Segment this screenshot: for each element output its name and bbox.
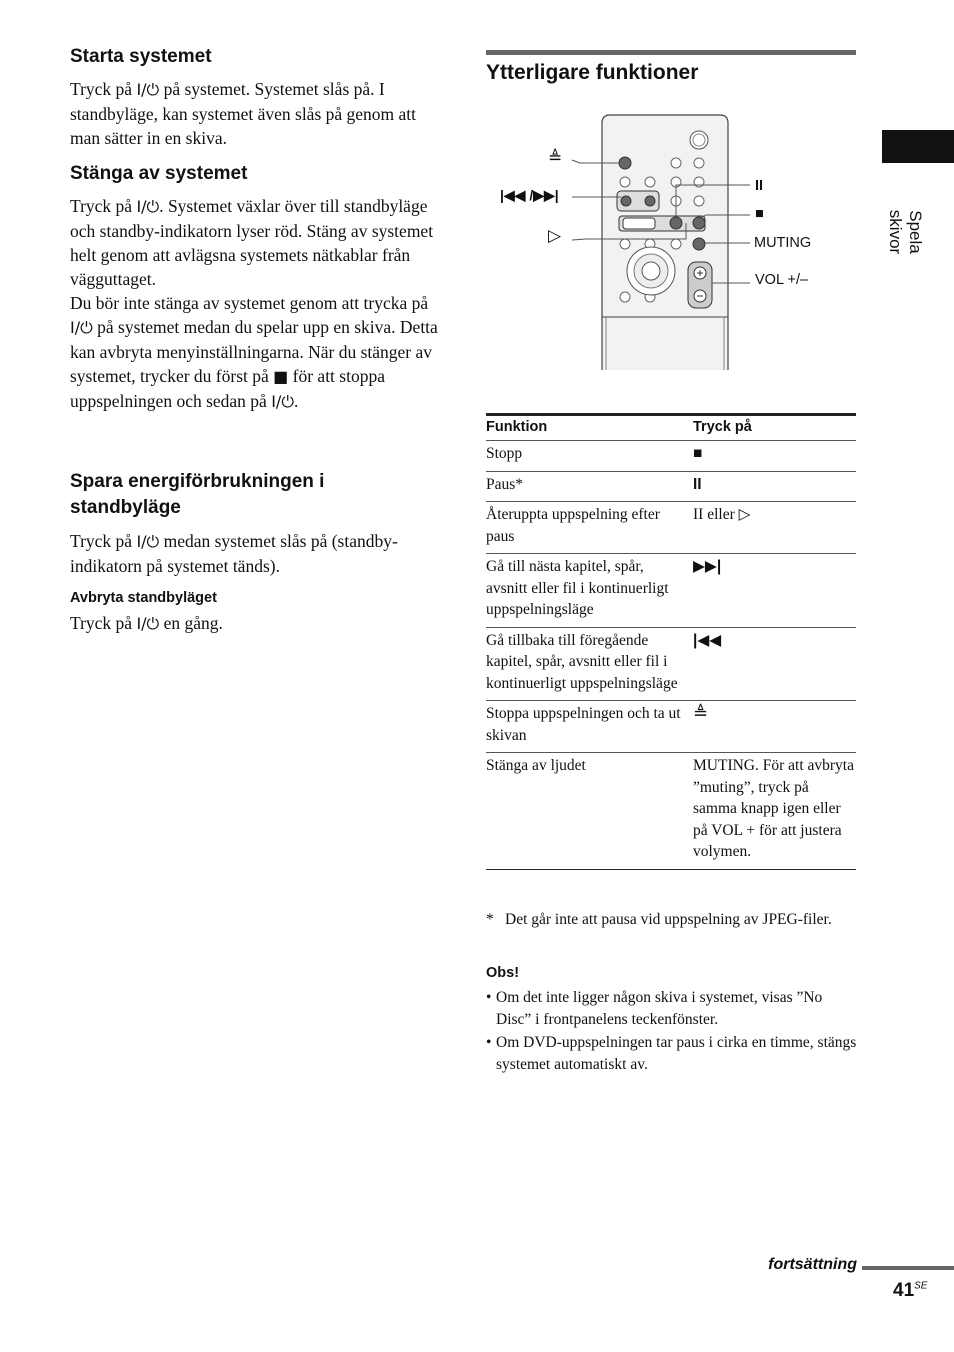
page-number — [893, 1280, 927, 1302]
text: på systemet. Systemet slås på. I standbyläge, kan systemet även slås på genom att man sätter in en skiva. — [70, 79, 417, 148]
text: Du bör inte stänga av systemet genom att trycka på — [70, 293, 429, 313]
heading-ytterligare: Ytterligare funktioner — [486, 61, 699, 84]
heading-stanga-av: Stänga av systemet — [70, 163, 248, 184]
eject-callout: ≜ — [548, 148, 563, 167]
text: . Systemet växlar över till standbyläge och standby-indikatorn lyser röd. Stäng av systemet helt genom att avlägsna systemets nätkablar från vägguttaget. — [70, 196, 434, 289]
cell-tryck: ≜ — [693, 701, 856, 753]
text: Tryck på — [70, 79, 133, 99]
paragraph-stanga — [70, 194, 442, 414]
paragraph-spara — [70, 529, 442, 578]
stop-icon: ■ — [273, 367, 289, 386]
section-top-rule — [486, 50, 856, 55]
cell-tryck: MUTING. För att avbryta ”muting”, tryck på samma knapp igen eller på VOL + för att justera volymen. — [693, 753, 856, 870]
text: Tryck på — [70, 196, 133, 216]
vol-callout: VOL +/– — [755, 272, 809, 288]
table-row — [486, 554, 856, 628]
skip-callout: |◀◀ /▶▶| — [500, 187, 559, 203]
obs-item: Om det inte ligger någon skiva i systemet, visas ”No Disc” i frontpanelens teckenfönster. — [496, 989, 823, 1028]
footnote: Det går inte att pausa vid uppspelning av JPEG-filer. — [505, 911, 832, 928]
function-table — [486, 413, 856, 870]
page-number-value: 41 — [893, 1280, 915, 1301]
text: . — [293, 391, 299, 411]
cell-funktion: Gå till nästa kapitel, spår, avsnitt eller fil i kontinuerligt uppspelningsläge — [486, 554, 693, 628]
cell-funktion: Stänga av ljudet — [486, 753, 693, 870]
table-row — [486, 502, 856, 554]
obs-heading: Obs! — [486, 965, 520, 981]
cell-funktion: Stoppa uppspelningen och ta ut skivan — [486, 701, 693, 753]
continued-label: fortsättning — [768, 1256, 857, 1273]
table-row — [486, 753, 856, 870]
cell-tryck: ▶▶| — [693, 554, 856, 628]
play-callout: ▷ — [548, 226, 562, 245]
cell-tryck: II eller ▷ — [693, 502, 856, 554]
text: på systemet medan du spelar upp en skiva. Detta kan avbryta menyinställningarna. När du stänger av systemet, trycker du först på — [70, 317, 438, 386]
cell-tryck: II — [693, 471, 856, 502]
cell-funktion: Paus* — [486, 471, 693, 502]
table-header-row — [486, 415, 856, 441]
text: medan systemet slås på (standby-indikatorn på systemet tänds). — [70, 531, 398, 576]
side-tab-marker — [882, 130, 954, 163]
power-icon: I/⏻ — [136, 614, 160, 633]
power-icon: I/⏻ — [136, 80, 160, 99]
cell-tryck: |◀◀ — [693, 627, 856, 701]
text: en gång. — [163, 613, 223, 633]
power-icon: I/⏻ — [70, 318, 93, 337]
table-row — [486, 627, 856, 701]
paragraph-avbryta — [70, 611, 442, 636]
cell-funktion: Stopp — [486, 441, 693, 472]
table-row — [486, 701, 856, 753]
column-header: Tryck på — [693, 415, 856, 441]
page-number-suffix: SE — [914, 1280, 928, 1292]
continued-rule — [862, 1266, 954, 1270]
power-icon: I/⏻ — [136, 197, 160, 216]
heading-starta-systemet: Starta systemet — [70, 46, 212, 67]
muting-callout: MUTING — [754, 235, 812, 251]
power-icon: I/⏻ — [271, 392, 294, 411]
text: Tryck på — [70, 613, 133, 633]
footnote-mark: * — [486, 911, 494, 928]
pause-callout: II — [755, 178, 764, 194]
power-icon: I/⏻ — [136, 532, 160, 551]
table-row — [486, 471, 856, 502]
subheading-avbryta: Avbryta standbyläget — [70, 590, 217, 606]
heading-spara-energi: Spara energiförbrukningen i standbyläge — [70, 471, 325, 518]
obs-bullet: • — [486, 989, 492, 1006]
cell-funktion: Återuppta uppspelning efter paus — [486, 502, 693, 554]
obs-item: Om DVD-uppspelningen tar paus i cirka en timme, stängs systemet automatiskt av. — [496, 1034, 857, 1073]
cell-tryck: ■ — [693, 441, 856, 472]
cell-funktion: Gå tillbaka till föregående kapitel, spår, avsnitt eller fil i kontinuerligt uppspelningsläge — [486, 627, 693, 701]
stop-callout: ■ — [755, 206, 764, 222]
text: för att stoppa uppspelningen och sedan på — [70, 366, 385, 411]
text: Tryck på — [70, 531, 133, 551]
side-tab-label: Spela skivor — [886, 209, 925, 255]
obs-bullet: • — [486, 1034, 492, 1051]
column-header: Funktion — [486, 415, 693, 441]
paragraph-starta — [70, 77, 440, 150]
table-row — [486, 441, 856, 472]
